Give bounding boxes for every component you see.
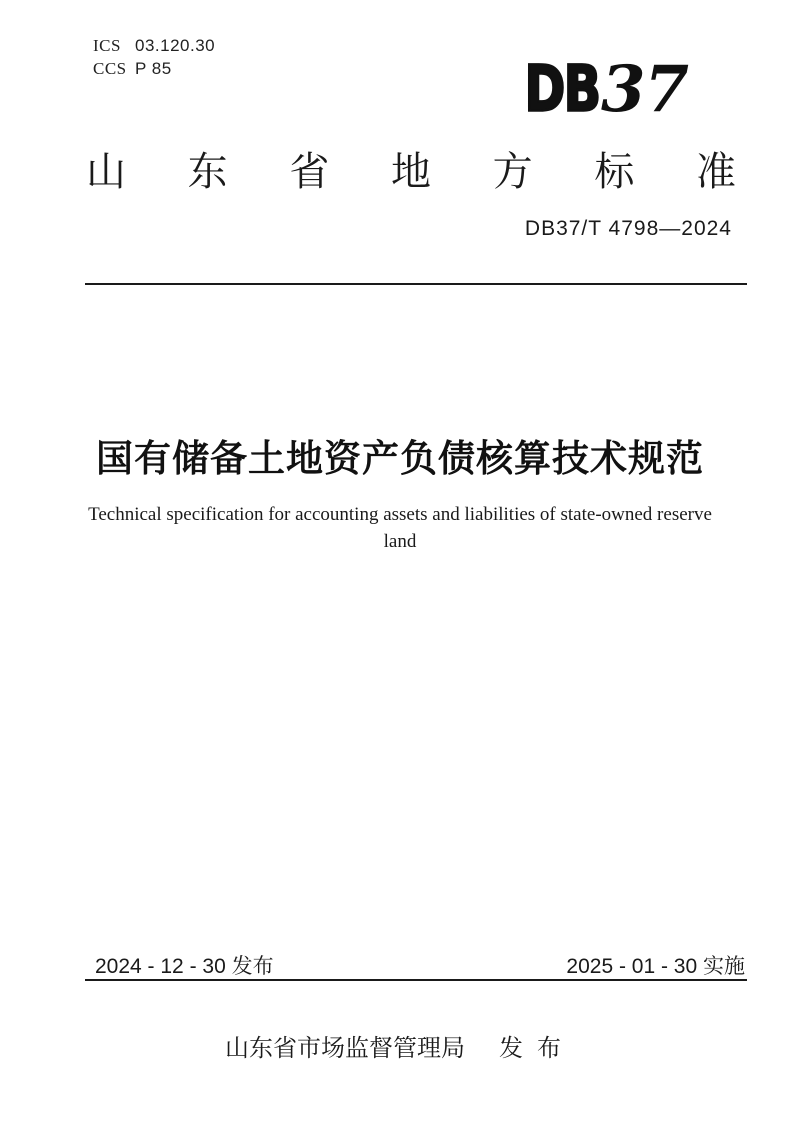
document-title-en <box>70 501 730 555</box>
ccs-value: P 85 <box>135 59 172 78</box>
standard-type-title: 山东省地方标准 <box>86 150 736 194</box>
publish-action: 发布 <box>499 1035 575 1062</box>
standard-code: DB37/T 4798—2024 <box>524 217 732 240</box>
document-title-en-line1: Technical specification for accounting assets and liabilities of state-owned reserve <box>88 504 712 525</box>
implementation-date: 2025 - 01 - 30 实施 <box>566 955 745 978</box>
ccs-line <box>93 57 215 80</box>
db37-logo <box>508 52 688 127</box>
ics-value: 03.120.30 <box>135 36 216 55</box>
classification-codes <box>93 34 215 80</box>
document-title-en-line2: land <box>383 531 417 552</box>
publisher-row <box>0 1028 800 1063</box>
dates-row <box>95 950 745 980</box>
document-title-cn: 国有储备土地资产负债核算技术规范 <box>96 438 704 479</box>
issue-date: 2024 - 12 - 30 发布 <box>95 955 274 978</box>
ics-line <box>93 34 215 57</box>
db37-logo-number: 37 <box>600 52 688 127</box>
ccs-label: CCS <box>93 59 127 78</box>
divider-bottom <box>85 979 747 981</box>
divider-top <box>85 283 747 285</box>
publisher-name: 山东省市场监督管理局 <box>225 1035 465 1062</box>
ics-label: ICS <box>93 36 121 55</box>
db37-logo-db: DB <box>524 52 600 127</box>
